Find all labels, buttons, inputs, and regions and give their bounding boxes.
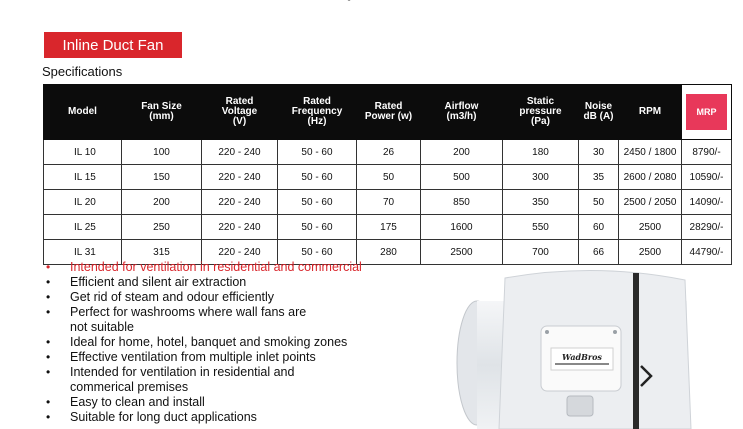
feature-item — [46, 275, 426, 290]
table-row — [44, 165, 732, 190]
column-header-airflow — [421, 85, 503, 140]
brand-logo-text: WadBros — [562, 352, 602, 362]
feature-text: Intended for ventilation in residential and commercial — [70, 260, 362, 274]
cell-noise: 50 — [579, 190, 619, 215]
column-header-text: Frequency — [291, 106, 343, 117]
cell-frequency: 50 - 60 — [278, 140, 357, 165]
cell-mrp: 28290/- — [682, 215, 732, 240]
cell-size: 100 — [122, 140, 202, 165]
cell-rpm: 2600 / 2080 — [619, 165, 682, 190]
column-header-text: (mm) — [149, 111, 174, 122]
column-header-text: Rated — [303, 96, 331, 107]
column-header-text: Rated — [225, 96, 254, 107]
cell-pressure: 700 — [503, 240, 579, 265]
column-header-text: Rated — [374, 101, 403, 112]
cell-rpm: 2450 / 1800 — [619, 140, 682, 165]
feature-text: Effective ventilation from multiple inlet points — [70, 350, 316, 364]
table-body — [44, 140, 732, 265]
feature-item — [46, 290, 426, 305]
cell-voltage: 220 - 240 — [202, 140, 278, 165]
cell-airflow: 2500 — [421, 240, 503, 265]
feature-item — [46, 365, 426, 395]
product-title: Inline Duct Fan — [44, 32, 182, 58]
cell-size: 150 — [122, 165, 202, 190]
column-header-frequency — [278, 85, 357, 140]
feature-text: Suitable for long duct applications — [70, 410, 257, 424]
cell-pressure: 300 — [503, 165, 579, 190]
cell-frequency: 50 - 60 — [278, 165, 357, 190]
cell-airflow: 500 — [421, 165, 503, 190]
column-header-text: Static — [526, 96, 555, 107]
feature-item — [46, 395, 426, 410]
cell-mrp: 14090/- — [682, 190, 732, 215]
cell-size: 250 — [122, 215, 202, 240]
column-header-text: Fan Size — [141, 101, 182, 112]
mrp-badge — [686, 94, 727, 130]
feature-text: Ideal for home, hotel, banquet and smoking zones — [70, 335, 348, 349]
cell-voltage: 220 - 240 — [202, 165, 278, 190]
column-header-text: Noise — [584, 101, 613, 112]
cell-mrp: 44790/- — [682, 240, 732, 265]
column-header-text: Model — [68, 106, 97, 117]
specifications-label: Specifications — [42, 64, 123, 79]
column-header-pressure — [503, 85, 579, 140]
cell-noise: 35 — [579, 165, 619, 190]
cell-rpm: 2500 / 2050 — [619, 190, 682, 215]
table-row — [44, 190, 732, 215]
column-header-text: Voltage — [221, 106, 258, 117]
spec-table — [43, 84, 732, 265]
cell-airflow: 200 — [421, 140, 503, 165]
column-header-power — [357, 85, 421, 140]
feature-text: Easy to clean and install — [70, 395, 205, 409]
column-header-text: Airflow — [444, 101, 479, 112]
feature-item — [46, 260, 426, 275]
cell-airflow: 1600 — [421, 215, 503, 240]
column-header-noise — [579, 85, 619, 140]
column-header-text: Power (w) — [364, 111, 413, 122]
feature-item — [46, 410, 426, 425]
cell-power: 26 — [357, 140, 421, 165]
cell-noise: 66 — [579, 240, 619, 265]
cell-model: IL 31 — [44, 240, 122, 265]
cell-pressure: 350 — [503, 190, 579, 215]
cell-power: 280 — [357, 240, 421, 265]
column-header-size — [122, 85, 202, 140]
column-header-rpm — [619, 85, 682, 140]
feature-item — [46, 305, 426, 335]
column-header-text: (V) — [232, 116, 247, 127]
column-header-text: pressure — [519, 106, 562, 117]
feature-text: commerical premises — [70, 380, 189, 394]
feature-text: Get rid of steam and odour efficiently — [70, 290, 275, 304]
cell-rpm: 2500 — [619, 240, 682, 265]
cell-voltage: 220 - 240 — [202, 190, 278, 215]
table-header-row — [44, 85, 732, 140]
feature-item — [46, 350, 426, 365]
column-header-text: MRP — [697, 94, 717, 130]
feature-item — [46, 335, 426, 350]
cell-power: 70 — [357, 190, 421, 215]
cell-model: IL 15 — [44, 165, 122, 190]
column-header-model — [44, 85, 122, 140]
column-header-text: (Hz) — [307, 116, 327, 127]
column-header-text: (Pa) — [531, 116, 550, 127]
cell-model: IL 10 — [44, 140, 122, 165]
feature-text: Intended for ventilation in residential and — [70, 365, 295, 379]
cell-power: 175 — [357, 215, 421, 240]
cell-model: IL 25 — [44, 215, 122, 240]
cell-voltage: 220 - 240 — [202, 215, 278, 240]
column-header-text: dB (A) — [583, 111, 614, 122]
page-caption — [300, 0, 450, 1]
table-row — [44, 215, 732, 240]
cell-size: 315 — [122, 240, 202, 265]
column-header-mrp — [682, 85, 732, 140]
feature-text: not suitable — [70, 320, 134, 334]
cell-frequency: 50 - 60 — [278, 240, 357, 265]
cell-noise: 30 — [579, 140, 619, 165]
column-header-text: (m3/h) — [446, 111, 477, 122]
column-header-text: RPM — [638, 106, 662, 117]
inline-duct-fan-image — [455, 268, 743, 429]
column-header-voltage — [202, 85, 278, 140]
cell-power: 50 — [357, 165, 421, 190]
table-row — [44, 140, 732, 165]
cell-mrp: 10590/- — [682, 165, 732, 190]
cell-model: IL 20 — [44, 190, 122, 215]
cell-frequency: 50 - 60 — [278, 215, 357, 240]
feature-text: Perfect for washrooms where wall fans are — [70, 305, 307, 319]
cell-pressure: 180 — [503, 140, 579, 165]
cell-rpm: 2500 — [619, 215, 682, 240]
feature-text: Efficient and silent air extraction — [70, 275, 247, 289]
cell-airflow: 850 — [421, 190, 503, 215]
cell-frequency: 50 - 60 — [278, 190, 357, 215]
cell-mrp: 8790/- — [682, 140, 732, 165]
cell-noise: 60 — [579, 215, 619, 240]
feature-list — [46, 260, 426, 425]
cell-size: 200 — [122, 190, 202, 215]
cell-voltage: 220 - 240 — [202, 240, 278, 265]
cell-pressure: 550 — [503, 215, 579, 240]
